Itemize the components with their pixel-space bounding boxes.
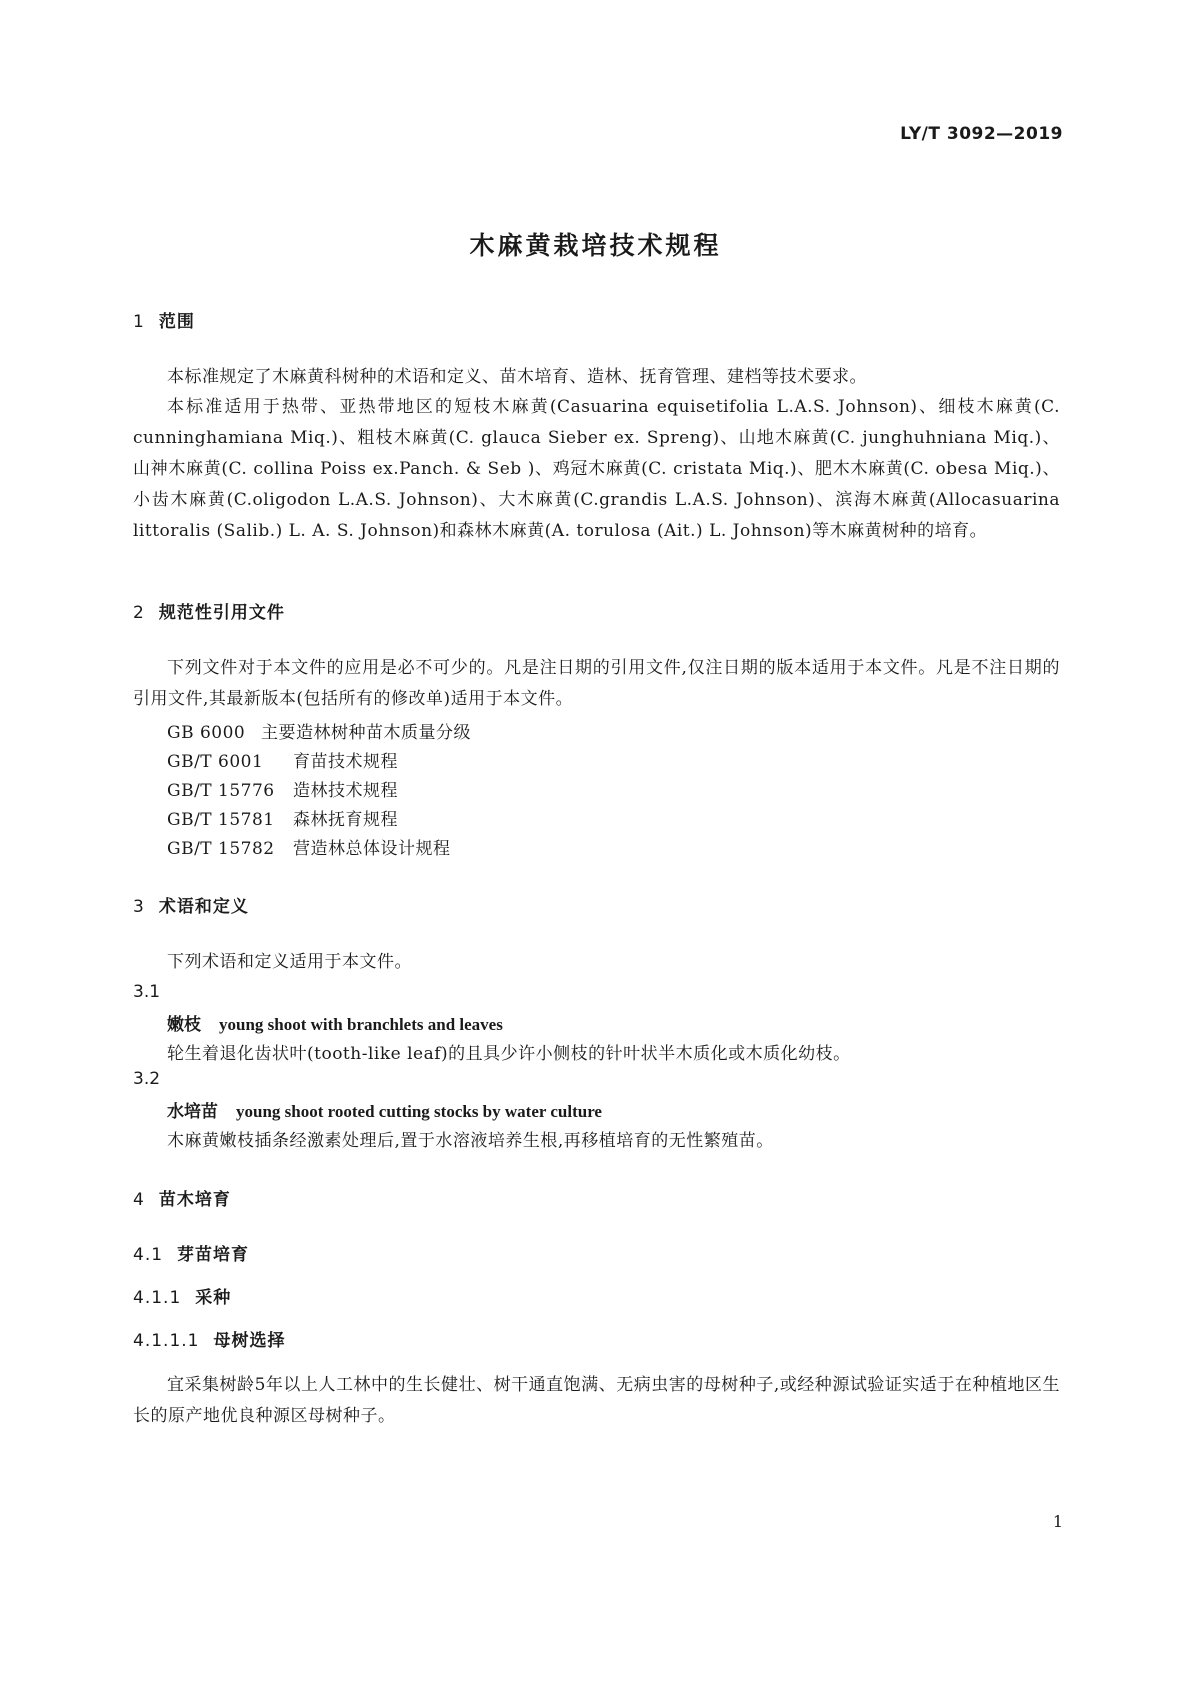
subsection-title: 采种 bbox=[195, 1288, 232, 1308]
section-number: 3 bbox=[133, 897, 145, 917]
section-title: 术语和定义 bbox=[158, 897, 249, 917]
term-definition: 轮生着退化齿状叶(tooth-like leaf)的且具少许小侧枝的针叶状半木质化或木质化幼枝。 bbox=[167, 1044, 851, 1064]
section-2-heading bbox=[133, 598, 285, 623]
reference-code: GB/T 15781 bbox=[167, 810, 275, 830]
section-title: 范围 bbox=[158, 312, 195, 332]
reference-title: 育苗技术规程 bbox=[293, 752, 398, 772]
reference-title: 森林抚育规程 bbox=[293, 810, 398, 830]
scope-paragraph-2: 本标准适用于热带、亚热带地区的短枝木麻黄(Casuarina equisetifolia L.A.S. Johnson)、细枝木麻黄(C. cunninghamiana Miq.)、粗枝木麻黄(C. glauca Sieber ex. Spreng)、山地木麻黄(C. junghuhniana Miq.)、山神木麻黄(C. collina Poiss ex.Panch. & Seb )、鸡冠木麻黄(C. cristata Miq.)、肥木木麻黄(C. obesa Miq.)、小齿木麻黄(C.oligodon L.A.S. Johnson)、大木麻黄(C.grandis L.A.S. Johnson)、滨海木麻黄(Allocasuarina littoralis (Salib.) L. A. S. Johnson)和森林木麻黄(A. torulosa (Ait.) L. Johnson)等木麻黄树种的培育。 bbox=[133, 397, 1060, 541]
subsection-title: 母树选择 bbox=[213, 1331, 286, 1351]
term-heading bbox=[167, 1010, 503, 1035]
standard-code: LY/T 3092—2019 bbox=[900, 124, 1063, 144]
section-number: 2 bbox=[133, 603, 145, 623]
reference-code: GB/T 6001 bbox=[167, 752, 264, 772]
subsection-number: 4.1 bbox=[133, 1245, 164, 1265]
section-1-heading bbox=[133, 307, 195, 332]
subsection-4-1-1-1-heading bbox=[133, 1326, 285, 1351]
reference-item bbox=[167, 718, 471, 743]
section-title: 规范性引用文件 bbox=[158, 603, 285, 623]
reference-item bbox=[167, 834, 451, 859]
mother-tree-selection-paragraph: 宜采集树龄5年以上人工林中的生长健壮、树干通直饱满、无病虫害的母树种子,或经种源试验证实适于在种植地区生长的原产地优良种源区母树种子。 bbox=[133, 1375, 1060, 1426]
page-number: 1 bbox=[1052, 1512, 1063, 1531]
reference-title: 主要造林树种苗木质量分级 bbox=[261, 723, 471, 743]
reference-code: GB/T 15782 bbox=[167, 839, 275, 859]
section-title: 苗木培育 bbox=[158, 1190, 231, 1210]
reference-code: GB/T 15776 bbox=[167, 781, 275, 801]
reference-code: GB 6000 bbox=[167, 723, 246, 743]
document-title: 木麻黄栽培技术规程 bbox=[469, 231, 722, 260]
section-4-heading bbox=[133, 1185, 231, 1210]
term-english: young shoot with branchlets and leaves bbox=[219, 1015, 503, 1034]
term-chinese: 水培苗 bbox=[167, 1102, 218, 1122]
reference-title: 营造林总体设计规程 bbox=[293, 839, 451, 859]
reference-item bbox=[167, 747, 398, 772]
term-number: 3.1 bbox=[133, 982, 161, 1002]
term-chinese: 嫩枝 bbox=[167, 1015, 201, 1035]
subsection-4-1-1-heading bbox=[133, 1283, 231, 1308]
term-number: 3.2 bbox=[133, 1069, 161, 1089]
section-number: 1 bbox=[133, 312, 145, 332]
reference-title: 造林技术规程 bbox=[293, 781, 398, 801]
subsection-number: 4.1.1 bbox=[133, 1288, 182, 1308]
scope-paragraph-1: 本标准规定了木麻黄科树种的术语和定义、苗木培育、造林、抚育管理、建档等技术要求。 bbox=[167, 367, 867, 387]
reference-item bbox=[167, 805, 398, 830]
section-3-heading bbox=[133, 892, 249, 917]
normative-references-intro: 下列文件对于本文件的应用是必不可少的。凡是注日期的引用文件,仅注日期的版本适用于本文件。凡是不注日期的引用文件,其最新版本(包括所有的修改单)适用于本文件。 bbox=[133, 658, 1060, 709]
term-definition: 木麻黄嫩枝插条经激素处理后,置于水溶液培养生根,再移植培育的无性繁殖苗。 bbox=[167, 1131, 774, 1151]
term-heading bbox=[167, 1097, 602, 1122]
subsection-4-1-heading bbox=[133, 1240, 249, 1265]
subsection-number: 4.1.1.1 bbox=[133, 1331, 200, 1351]
subsection-title: 芽苗培育 bbox=[177, 1245, 250, 1265]
terms-intro: 下列术语和定义适用于本文件。 bbox=[167, 952, 412, 972]
reference-item bbox=[167, 776, 398, 801]
section-number: 4 bbox=[133, 1190, 145, 1210]
term-english: young shoot rooted cutting stocks by water culture bbox=[236, 1102, 602, 1121]
